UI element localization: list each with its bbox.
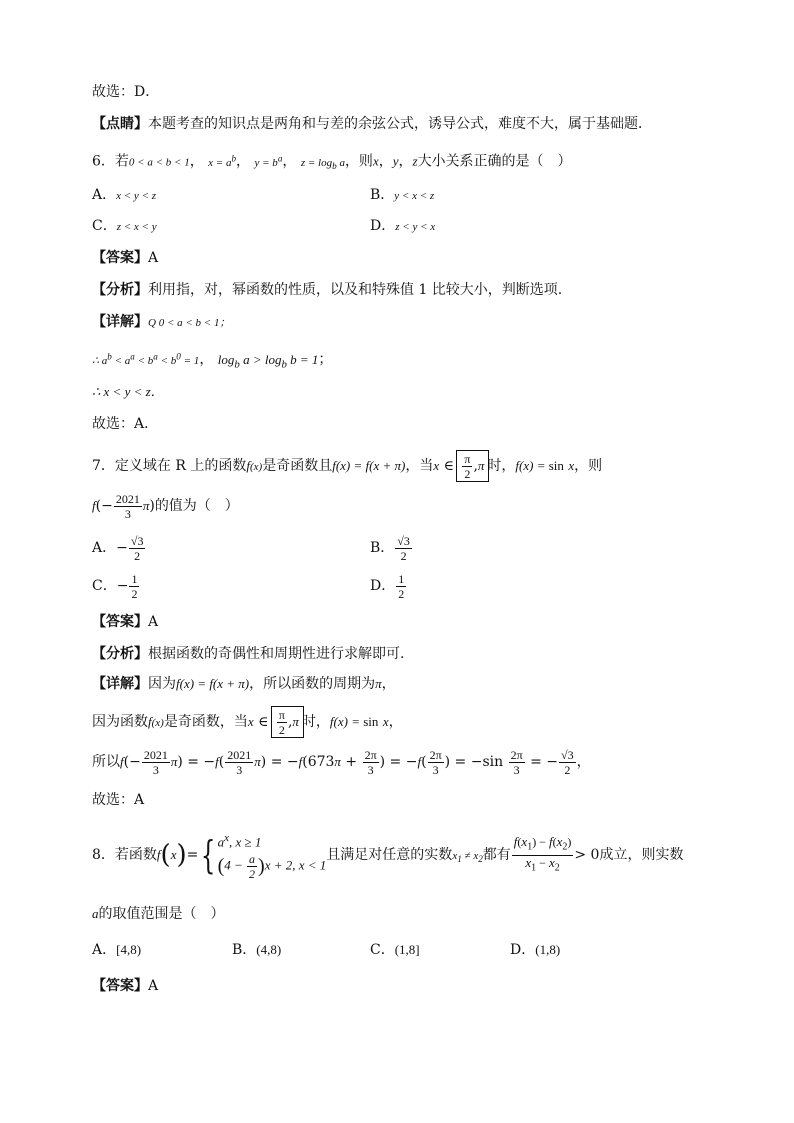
dianjing-note: 【点睛】本题考查的知识点是两角和与差的余弦公式，诱导公式，难度不大，属于基础题． bbox=[92, 116, 652, 132]
q8-option-b: B．(4,8) bbox=[232, 942, 282, 958]
q6-option-b: B．y < x < z bbox=[370, 187, 435, 203]
q6-option-d: D．z < y < x bbox=[370, 218, 436, 234]
q8-stem: 8．若函数f(x)={ $a^x$, x ≥ 1 (4 − $\frac{a}{2}$ )x + 2, x < 1 且满足对任意的实数$x_1 \ne x_2$都有 $\frac{f(x_1) - f(x_2)}{x_1 - x_2}$ > 0成立，则实数 bbox=[92, 832, 684, 881]
q7-option-c: C．− $\frac{1}{2}$ bbox=[92, 571, 138, 601]
q7-conclusion: 故选：A bbox=[92, 792, 145, 808]
q6-detail-1: 【详解】Q 0 < a < b < 1； bbox=[92, 314, 231, 330]
q7-detail-3: 所以f(− $\frac{2021}{3}$ π) = −f( $\frac{2021}{3}$ π) = −f(673π + $\frac{2\pi}{3}$ ) = −f( $\frac{2\pi}{3}$ ) = −sin $\frac{2\pi}{3}$ = − $\frac{√3}{2}$ ， bbox=[92, 747, 591, 777]
q7-detail-1: 【详解】因为f(x) = f(x + π)，所以函数的周期为π， bbox=[92, 676, 396, 692]
q6-option-c: C．z < x < y bbox=[92, 218, 157, 234]
q7-stem: 7．定义域在 R 上的函数f(x)是奇函数且f(x) = f(x + π)，当x ∈ $\frac{\pi}{2}$ ,π 时，f(x) = sin x，则 bbox=[92, 451, 603, 481]
q6-detail-3: ∴ x < y < z． bbox=[92, 384, 164, 399]
q6-stem: 6．若0 < a < b < 1， $x = a^b$， $y = b^a$， $z = \log_b a$，则x，y，z大小关系正确的是（ ） bbox=[92, 153, 572, 171]
q6-detail-2: ∴ $a^b < a^a < b^a < b^0 = 1$， $\log_b a > \log_b b = 1$； bbox=[92, 351, 333, 371]
q6-analysis: 【分析】利用指，对，幂函数的性质，以及和特殊值 1 比较大小，判断选项. bbox=[92, 282, 563, 298]
q7-option-a: A．− $\frac{√3}{2}$ bbox=[92, 533, 144, 563]
q7-option-d: D． $\frac{1}{2}$ bbox=[370, 571, 405, 601]
q7-option-b: B． $\frac{√3}{2}$ bbox=[370, 533, 410, 563]
q7-detail-2: 因为函数f(x)是奇函数，当x ∈ $\frac{\pi}{2}$ ,π 时，f(x) = sin x， bbox=[92, 707, 403, 737]
conclusion-q5: 故选：D． bbox=[92, 84, 160, 100]
q8-stem-2: a的取值范围是（ ） bbox=[92, 906, 225, 922]
q7-stem-2: f(− $\frac{2021}{3}$ π)的值为（ ） bbox=[92, 491, 239, 521]
q6-answer: 【答案】A bbox=[92, 250, 159, 266]
q6-conclusion: 故选：A． bbox=[92, 416, 159, 432]
q8-option-c: C．(1,8] bbox=[370, 942, 420, 958]
q8-answer: 【答案】A bbox=[92, 978, 159, 994]
q6-option-a: A．x < y < z bbox=[92, 187, 157, 203]
q7-answer: 【答案】A bbox=[92, 614, 159, 630]
q8-option-a: A．[4,8) bbox=[92, 942, 142, 958]
q8-option-d: D．(1,8) bbox=[510, 942, 561, 958]
q7-analysis: 【分析】根据函数的奇偶性和周期性进行求解即可. bbox=[92, 646, 405, 662]
